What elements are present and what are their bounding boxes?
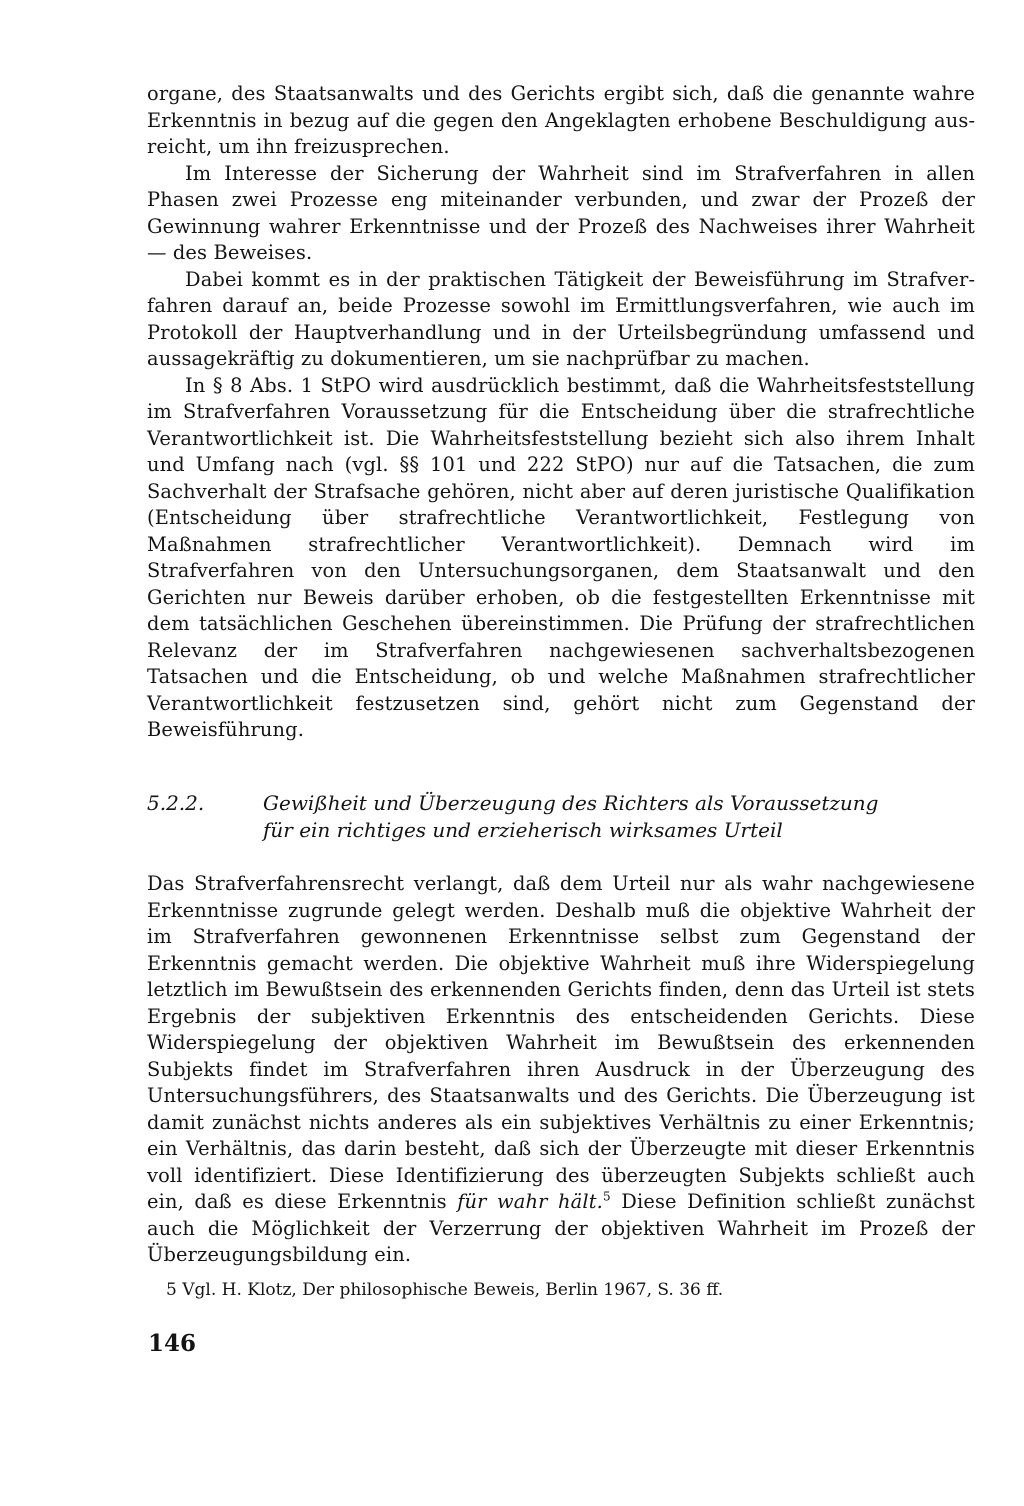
section-title-line: für ein richtiges und erzieherisch wirksames Urteil xyxy=(263,818,783,842)
body-text-section xyxy=(147,871,975,1269)
paragraph: Im Interesse der Sicherung der Wahrheit sind im Strafverfahren in allen Phasen zwei Prozesse eng miteinander verbunden, und zwar der Prozeß der Gewinnung wahrer Erkenntnisse und der Prozeß des Nachweises ihrer Wahrheit — des Beweises. xyxy=(147,161,975,264)
section-number: 5.2.2. xyxy=(147,791,205,815)
paragraph: In § 8 Abs. 1 StPO wird ausdrücklich bestimmt, daß die Wahrheitsfeststellung im Strafverfahren Voraussetzung für die Entscheidung über die strafrechtliche Verantwortlichkeit ist. Die Wahrheitsfeststellung bezieht sich also ihrem Inhalt und Umfang nach (vgl. §§ 101 und 222 StPO) nur auf die Tatsachen, die zum Sachverhalt der Strafsache gehören, nicht aber auf deren juristische Qualifikation (Entscheidung über strafrechtliche Verantwortlichkeit, Festlegung von Maßnahmen strafrechtlicher Verantwortlichkeit). Demnach wird im Strafverfahren von den Untersuchungsorganen, dem Staatsanwalt und den Gerichten nur Beweis darüber erhoben, ob die festgestellten Erkenntnisse mit dem tatsächlichen Geschehen übereinstimmen. Die Prüfung der strafrechtlichen Relevanz der im Strafverfahren nachgewiesenen sachverhaltsbezogenen Tatsachen und die Entscheidung, ob und welche Maßnahmen strafrechtlicher Verantwortlichkeit festzusetzen sind, gehört nicht zum Gegenstand der Beweisführung. xyxy=(147,373,975,741)
paragraph: Dabei kommt es in der praktischen Tätigkeit der Beweisführung im Strafverfahren darauf an, beide Prozesse sowohl im Ermittlungsverfahren, wie auch im Protokoll der Hauptverhandlung und in der Urteilsbegründung umfassend und aussagekräftig zu dokumentieren, um sie nachprüfbar zu machen. xyxy=(147,267,975,370)
paragraph xyxy=(147,871,975,1269)
footnote: 5 Vgl. H. Klotz, Der philosophische Beweis, Berlin 1967, S. 36 ff. xyxy=(166,1280,724,1300)
body-text-top xyxy=(147,81,975,744)
paragraph-text: Das Strafverfahrensrecht verlangt, daß dem Urteil nur als wahr nachgewiesene Erkenntnisse zugrunde gelegt werden. Deshalb muß die objektive Wahrheit der im Strafverfahren gewonnenen Erkenntnisse selbst zum Gegenstand der Erkenntnis gemacht werden. Die objektive Wahrheit muß ihre Widerspiegelung letztlich im Bewußtsein des erkennenden Gerichts finden, denn das Urteil ist stets Ergebnis der subjektiven Erkenntnis des entscheidenden Gerichts. Diese Widerspiegelung der objektiven Wahrheit im Bewußtsein des erkennenden Subjekts findet im Strafverfahren ihren Ausdruck in der Überzeugung des Untersuchungsführers, des Staatsanwalts und des Gerichts. Die Überzeugung ist damit zunächst nichts anderes als ein subjektives Verhältnis zu einer Erkenntnis; ein Verhältnis, das darin besteht, daß sich der Überzeugte mit dieser Erkenntnis voll identifiziert. Diese Identifizierung des überzeugten Subjekts schließt auch ein, daß es diese Erkenntnis xyxy=(147,872,975,1213)
section-title xyxy=(263,790,963,844)
page-number: 146 xyxy=(148,1330,197,1357)
paragraph: organe, des Staatsanwalts und des Gerichts ergibt sich, daß die genannte wahre Erkenntnis in bezug auf die gegen den Angeklagten erhobene Beschuldigung ausreicht, um ihn freizusprechen. xyxy=(147,82,975,158)
paragraph-text: Diese Definition schließt zunächst auch die Möglichkeit der Verzerrung der objektiven Wahrheit im Prozeß der Überzeugungsbildung ein. xyxy=(147,1190,975,1266)
section-title-line: Gewißheit und Überzeugung des Richters als Voraussetzung xyxy=(263,791,879,815)
emphasis-text: für wahr hält. xyxy=(457,1190,603,1213)
footnote-reference: 5 xyxy=(603,1189,611,1204)
